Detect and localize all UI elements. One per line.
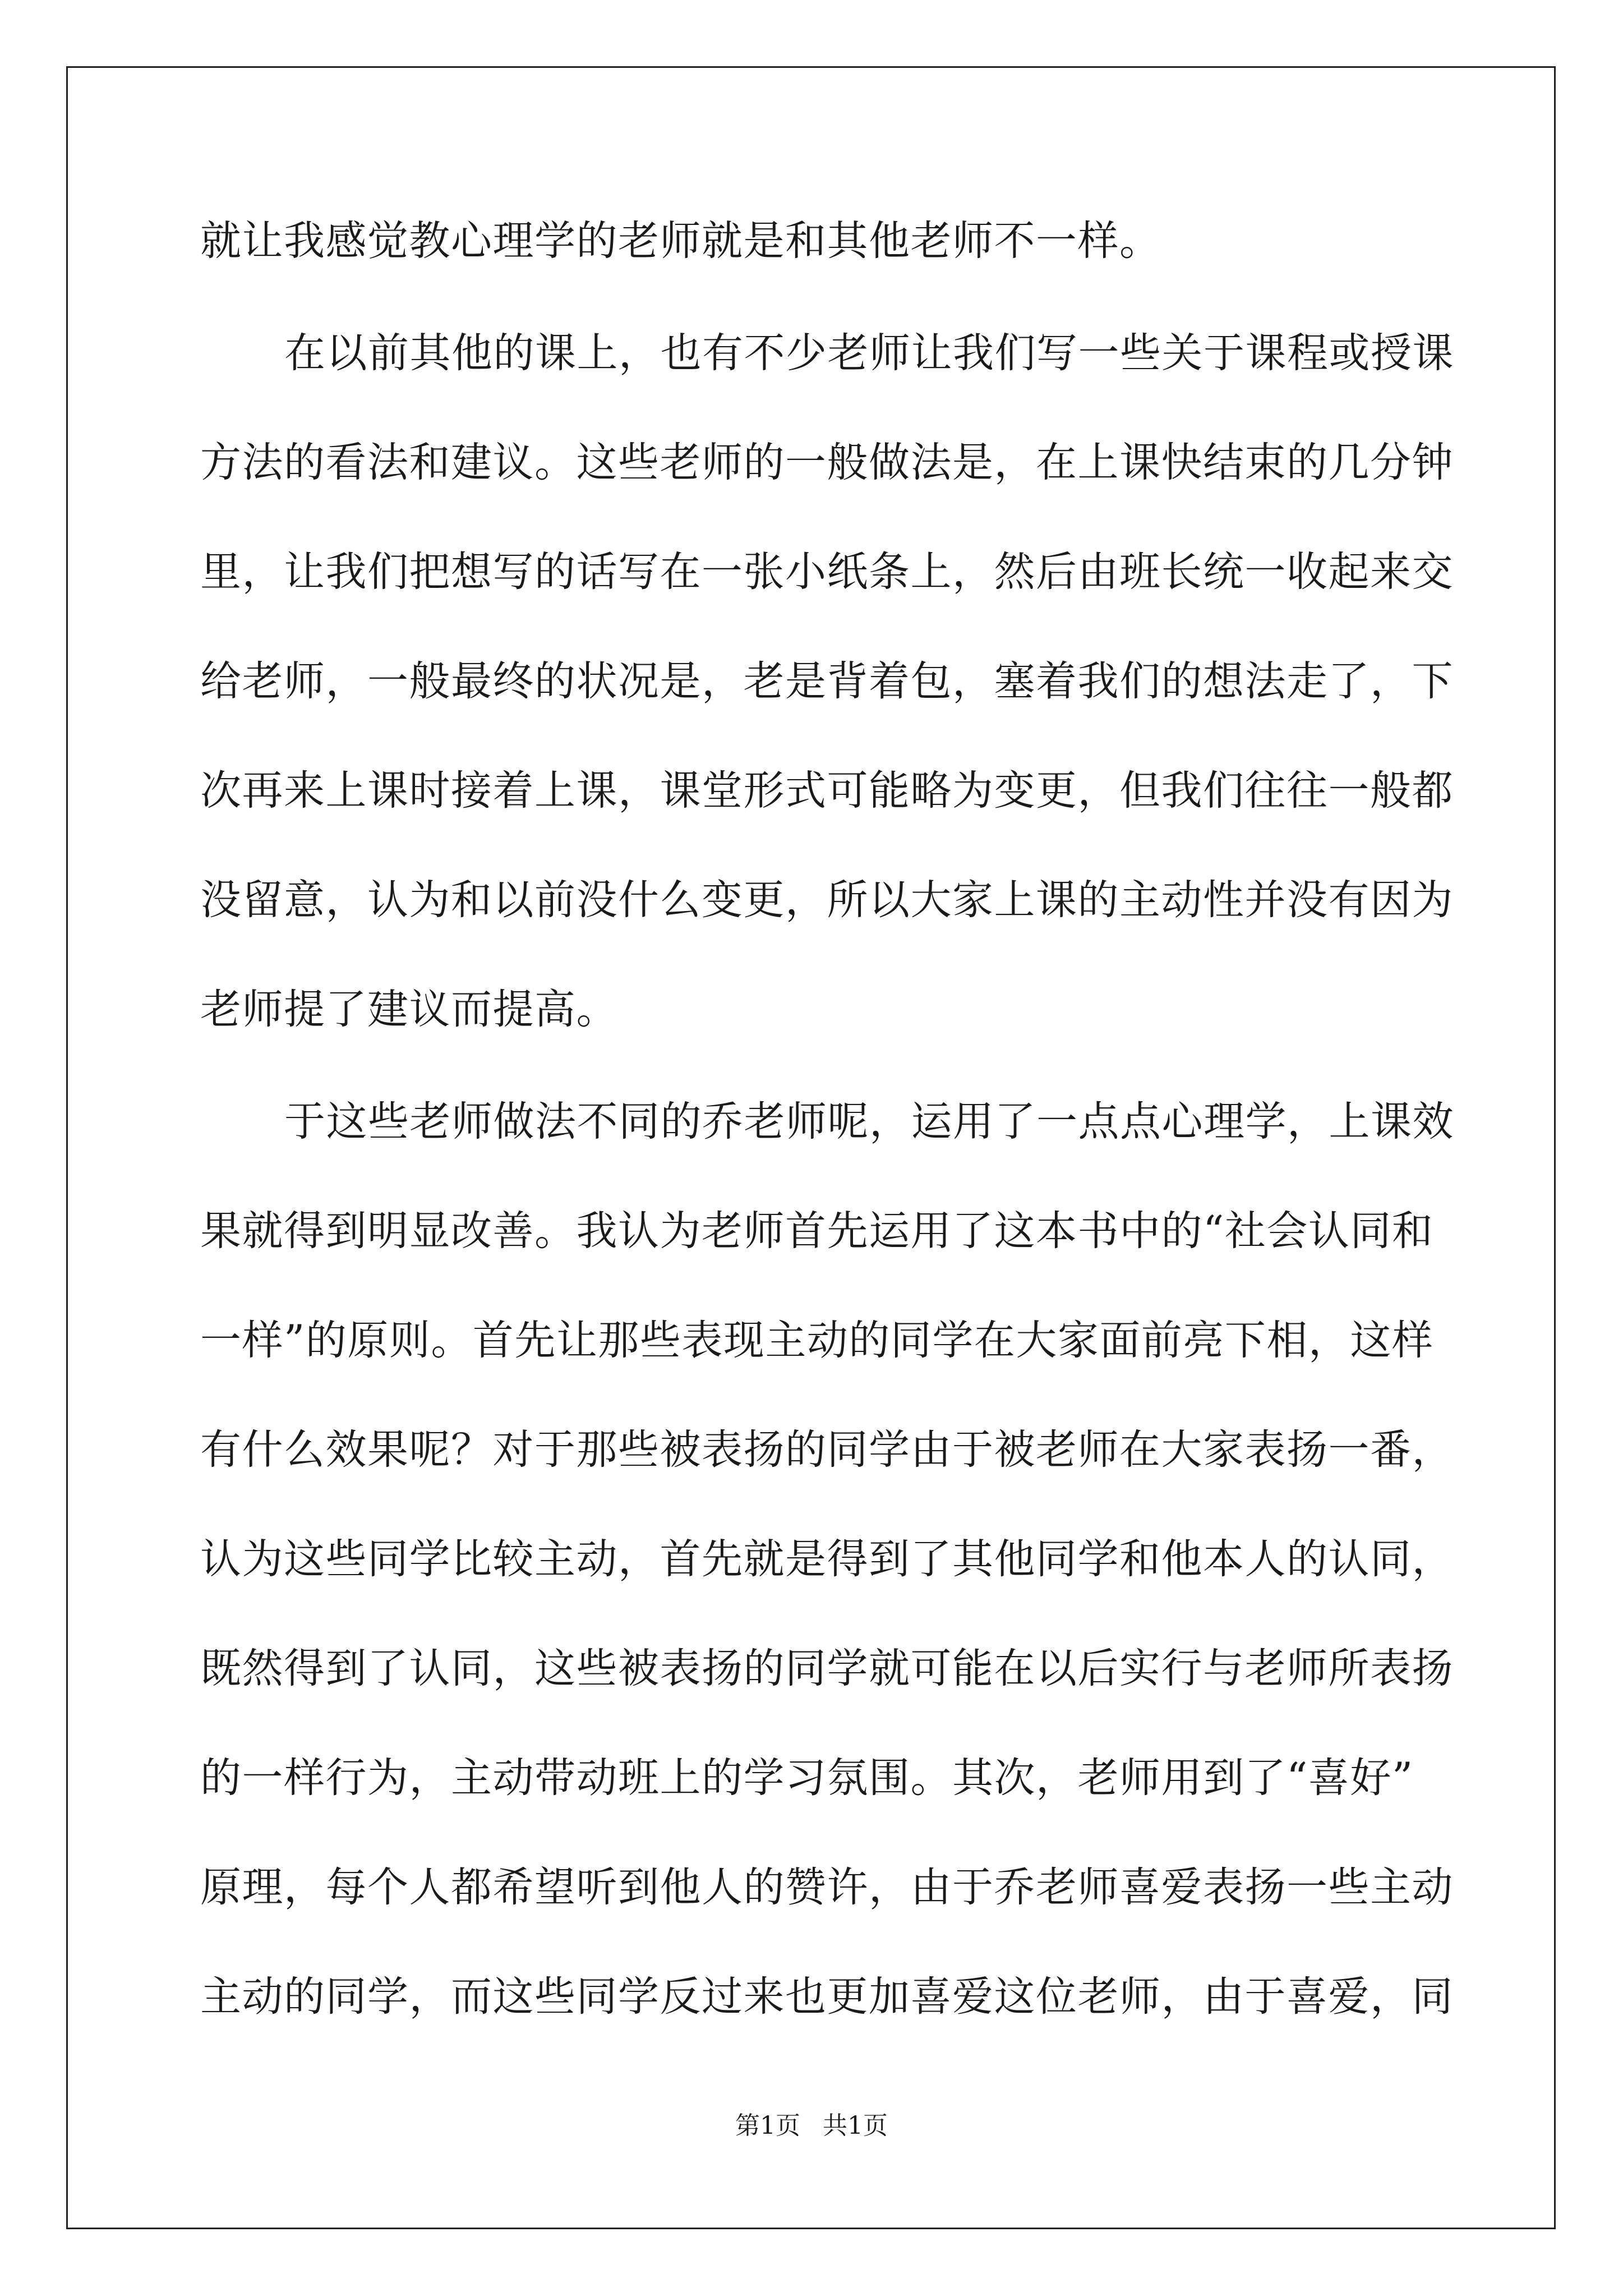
page-footer (0, 2109, 1623, 2143)
text-line-10: 果就得到明显改善。我认为老师首先运用了这本书中的“社会认同和 (200, 1207, 1434, 1255)
page-number: 第1页 (735, 2111, 800, 2140)
text-line-11: 一样”的原则。首先让那些表现主动的同学在大家面前亮下相，这样 (200, 1317, 1434, 1364)
text-line-13: 认为这些同学比较主动，首先就是得到了其他同学和他本人的认同， (200, 1535, 1454, 1583)
text-line-12: 有什么效果呢？对于那些被表扬的同学由于被老师在大家表扬一番， (200, 1426, 1454, 1474)
text-line-5: 给老师，一般最终的状况是，老是背着包，塞着我们的想法走了，下 (200, 657, 1454, 705)
text-line-15: 的一样行为，主动带动班上的学习氛围。其次，老师用到了“喜好” (200, 1754, 1414, 1802)
text-line-2: 在以前其他的课上，也有不少老师让我们写一些关于课程或授课 (284, 329, 1454, 377)
text-line-6: 次再来上课时接着上课，课堂形式可能略为变更，但我们往往一般都 (200, 767, 1454, 815)
text-line-9: 于这些老师做法不同的乔老师呢，运用了一点点心理学，上课效 (284, 1098, 1454, 1145)
text-line-1: 就让我感觉教心理学的老师就是和其他老师不一样。 (200, 217, 1161, 265)
text-line-17: 主动的同学，而这些同学反过来也更加喜爱这位老师，由于喜爱，同 (200, 1973, 1454, 2021)
text-line-3: 方法的看法和建议。这些老师的一般做法是，在上课快结束的几分钟 (200, 439, 1454, 486)
text-line-16: 原理，每个人都希望听到他人的赞许，由于乔老师喜爱表扬一些主动 (200, 1864, 1454, 1911)
text-line-7: 没留意，认为和以前没什么变更，所以大家上课的主动性并没有因为 (200, 876, 1454, 924)
page-total: 共1页 (823, 2111, 888, 2140)
text-line-14: 既然得到了认同，这些被表扬的同学就可能在以后实行与老师所表扬 (200, 1645, 1454, 1692)
text-line-4: 里，让我们把想写的话写在一张小纸条上，然后由班长统一收起来交 (200, 548, 1454, 596)
text-line-8: 老师提了建议而提高。 (200, 986, 618, 1033)
